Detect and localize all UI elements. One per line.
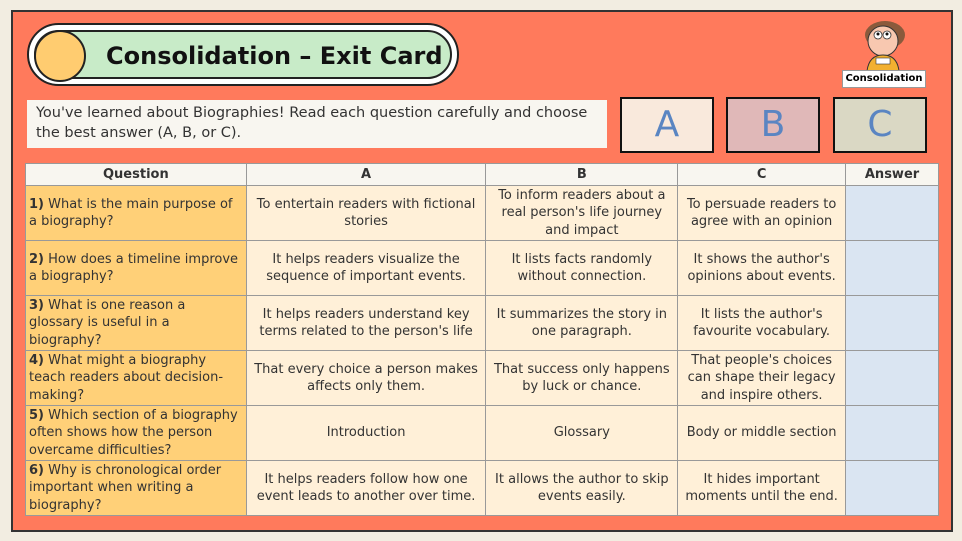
question-cell (26, 461, 247, 516)
page-title: Consolidation – Exit Card (106, 42, 443, 70)
option-c-cell[interactable]: That people's choices can shape their legacy and inspire others. (678, 351, 846, 406)
answer-cell[interactable] (846, 241, 939, 296)
option-a-cell[interactable]: To entertain readers with fictional stories (246, 186, 486, 241)
question-number: 6) (29, 462, 44, 478)
header-answer: Answer (846, 164, 939, 186)
option-c-cell[interactable]: Body or middle section (678, 406, 846, 461)
header-a: A (246, 164, 486, 186)
instructions: You've learned about Biographies! Read each question carefully and choose the best answer (A, B, or C). (27, 100, 607, 148)
question-text: What is one reason a glossary is useful in a biography? (29, 297, 186, 348)
question-number: 3) (29, 297, 44, 313)
option-a-cell[interactable]: It helps readers follow how one event leads to another over time. (246, 461, 486, 516)
option-b-box: B (726, 97, 820, 153)
table-row (26, 351, 939, 406)
option-a-cell[interactable]: That every choice a person makes affects only them. (246, 351, 486, 406)
question-number: 5) (29, 407, 44, 423)
option-a-cell[interactable]: It helps readers visualize the sequence of important events. (246, 241, 486, 296)
option-a-box: A (620, 97, 714, 153)
option-b-cell[interactable]: It allows the author to skip events easily. (486, 461, 678, 516)
answer-cell[interactable] (846, 406, 939, 461)
table-row (26, 296, 939, 351)
option-b-cell[interactable]: It lists facts randomly without connection. (486, 241, 678, 296)
table-row (26, 241, 939, 296)
question-cell (26, 241, 247, 296)
thinking-girl-icon (855, 17, 915, 71)
question-cell (26, 406, 247, 461)
table-row (26, 406, 939, 461)
mascot-label: Consolidation (842, 70, 926, 88)
table-header-row (26, 164, 939, 186)
question-text: How does a timeline improve a biography? (29, 251, 239, 284)
option-c-cell[interactable]: It hides important moments until the end. (678, 461, 846, 516)
header-b: B (486, 164, 678, 186)
option-c-box: C (833, 97, 927, 153)
option-b-cell[interactable]: Glossary (486, 406, 678, 461)
question-number: 2) (29, 251, 44, 267)
answer-cell[interactable] (846, 461, 939, 516)
circle-icon (34, 30, 86, 82)
header-c: C (678, 164, 846, 186)
option-b-cell[interactable]: It summarizes the story in one paragraph. (486, 296, 678, 351)
option-c-cell[interactable]: To persuade readers to agree with an opinion (678, 186, 846, 241)
question-text: Why is chronological order important when writing a biography? (29, 462, 222, 513)
option-a-cell[interactable]: It helps readers understand key terms related to the person's life (246, 296, 486, 351)
title-banner (27, 23, 459, 86)
question-cell (26, 296, 247, 351)
answer-cell[interactable] (846, 296, 939, 351)
question-table (25, 163, 939, 516)
answer-cell[interactable] (846, 186, 939, 241)
option-b-cell[interactable]: To inform readers about a real person's life journey and impact (486, 186, 678, 241)
option-c-cell[interactable]: It lists the author's favourite vocabulary. (678, 296, 846, 351)
table-row (26, 461, 939, 516)
option-a-cell[interactable]: Introduction (246, 406, 486, 461)
table-row (26, 186, 939, 241)
question-cell (26, 186, 247, 241)
question-text: Which section of a biography often shows how the person overcame difficulties? (29, 407, 238, 458)
option-b-cell[interactable]: That success only happens by luck or chance. (486, 351, 678, 406)
question-number: 4) (29, 352, 44, 368)
option-c-cell[interactable]: It shows the author's opinions about events. (678, 241, 846, 296)
question-text: What is the main purpose of a biography? (29, 196, 233, 229)
question-number: 1) (29, 196, 44, 212)
question-cell (26, 351, 247, 406)
question-text: What might a biography teach readers about decision-making? (29, 352, 224, 403)
answer-cell[interactable] (846, 351, 939, 406)
header-question: Question (26, 164, 247, 186)
